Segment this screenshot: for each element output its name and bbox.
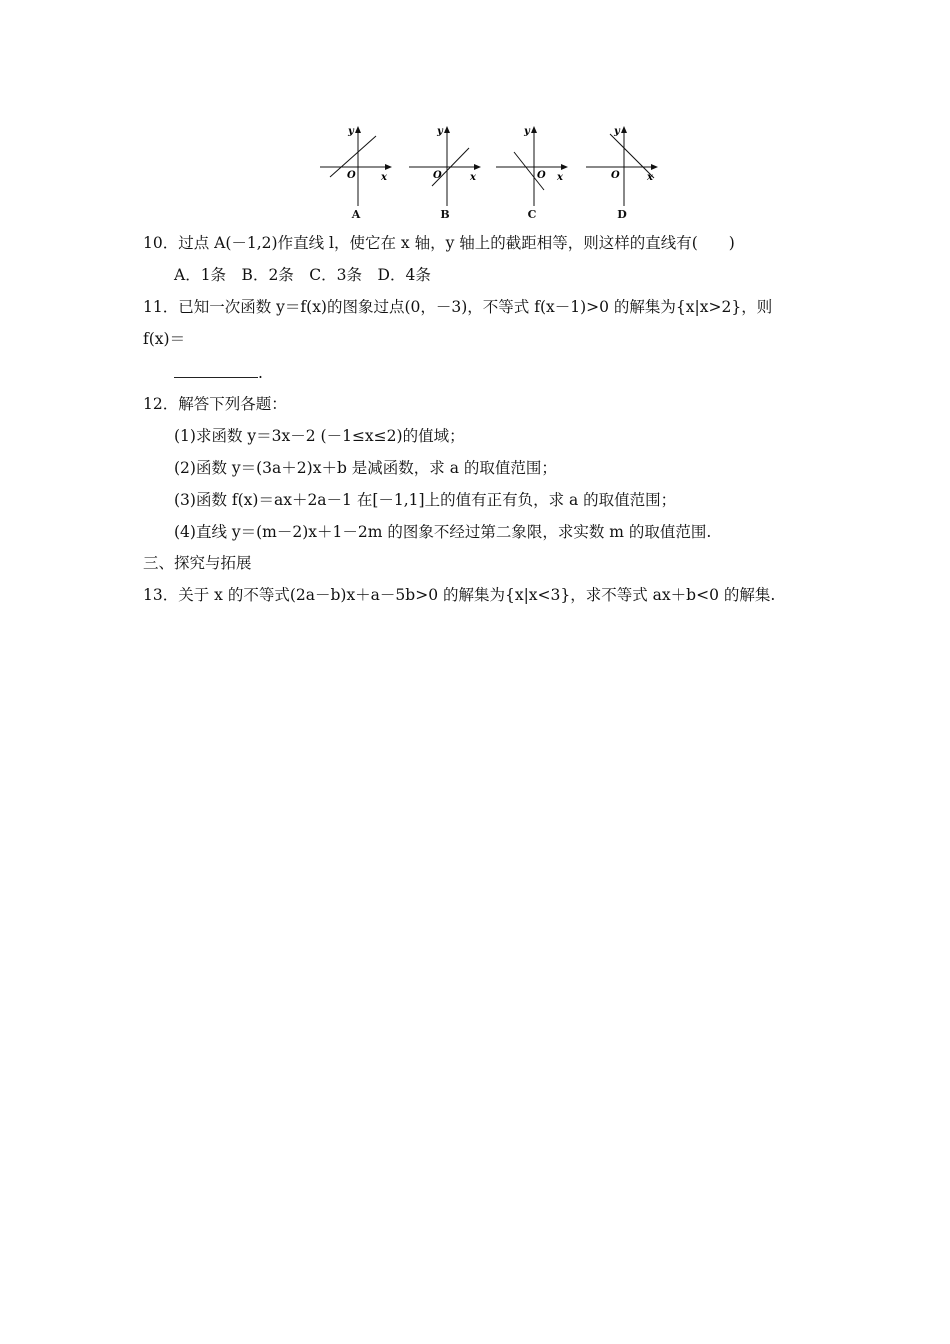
origin-label: O	[537, 170, 546, 181]
graph-c-plot	[494, 122, 570, 206]
question-12-part-4: (4)直线 y＝(m－2)x＋1－2m 的图象不经过第二象限，求实数 m 的取值范围.	[174, 523, 712, 541]
graph-a	[318, 122, 394, 222]
y-axis-label: y	[524, 126, 530, 137]
graph-b-plot	[407, 122, 483, 206]
graph-b-label: B	[440, 208, 450, 221]
answer-blank[interactable]	[174, 363, 258, 378]
question-11-text: 11．已知一次函数 y＝f(x)的图象过点(0，－3)，不等式 f(x－1)>0 的解集为{x|x>2}，则	[143, 298, 773, 316]
graph-d	[584, 122, 660, 222]
answer-end-period: .	[258, 364, 263, 382]
x-axis-label: x	[647, 172, 653, 183]
question-10-options: A．1条 B．2条 C．3条 D．4条	[174, 266, 431, 284]
origin-label: O	[433, 170, 442, 181]
y-axis-label: y	[437, 126, 443, 137]
graph-b	[407, 122, 483, 222]
graph-c-label: C	[527, 208, 537, 221]
x-axis-label: x	[557, 172, 563, 183]
question-12-title: 12．解答下列各题：	[143, 395, 287, 413]
x-axis-label: x	[470, 172, 476, 183]
graph-d-label: D	[617, 208, 627, 221]
x-axis-label: x	[381, 172, 387, 183]
origin-label: O	[347, 170, 356, 181]
y-axis-label: y	[348, 126, 354, 137]
y-axis-label: y	[614, 126, 620, 137]
graph-a-label: A	[351, 208, 361, 221]
question-10-text: 10．过点 A(－1,2)作直线 l，使它在 x 轴，y 轴上的截距相等，则这样的直线有( )	[143, 234, 735, 252]
question-11-text-continued: f(x)＝	[143, 330, 186, 348]
question-12-part-2: (2)函数 y＝(3a＋2)x＋b 是减函数，求 a 的取值范围；	[174, 459, 557, 477]
question-13-text: 13．关于 x 的不等式(2a－b)x＋a－5b>0 的解集为{x|x<3}，求不等式 ax＋b<0 的解集.	[143, 586, 776, 604]
origin-label: O	[611, 170, 620, 181]
answer-graphs-figure	[318, 122, 678, 222]
question-11-answer-line	[174, 363, 263, 383]
question-12-part-1: (1)求函数 y＝3x－2 (－1≤x≤2)的值域；	[174, 427, 465, 445]
graph-a-plot	[318, 122, 394, 206]
graph-c	[494, 122, 570, 222]
question-12-part-3: (3)函数 f(x)＝ax＋2a－1 在[－1,1]上的值有正有负，求 a 的取值范围；	[174, 491, 677, 509]
graph-d-plot	[584, 122, 660, 206]
section-3-heading: 三、探究与拓展	[143, 554, 252, 572]
